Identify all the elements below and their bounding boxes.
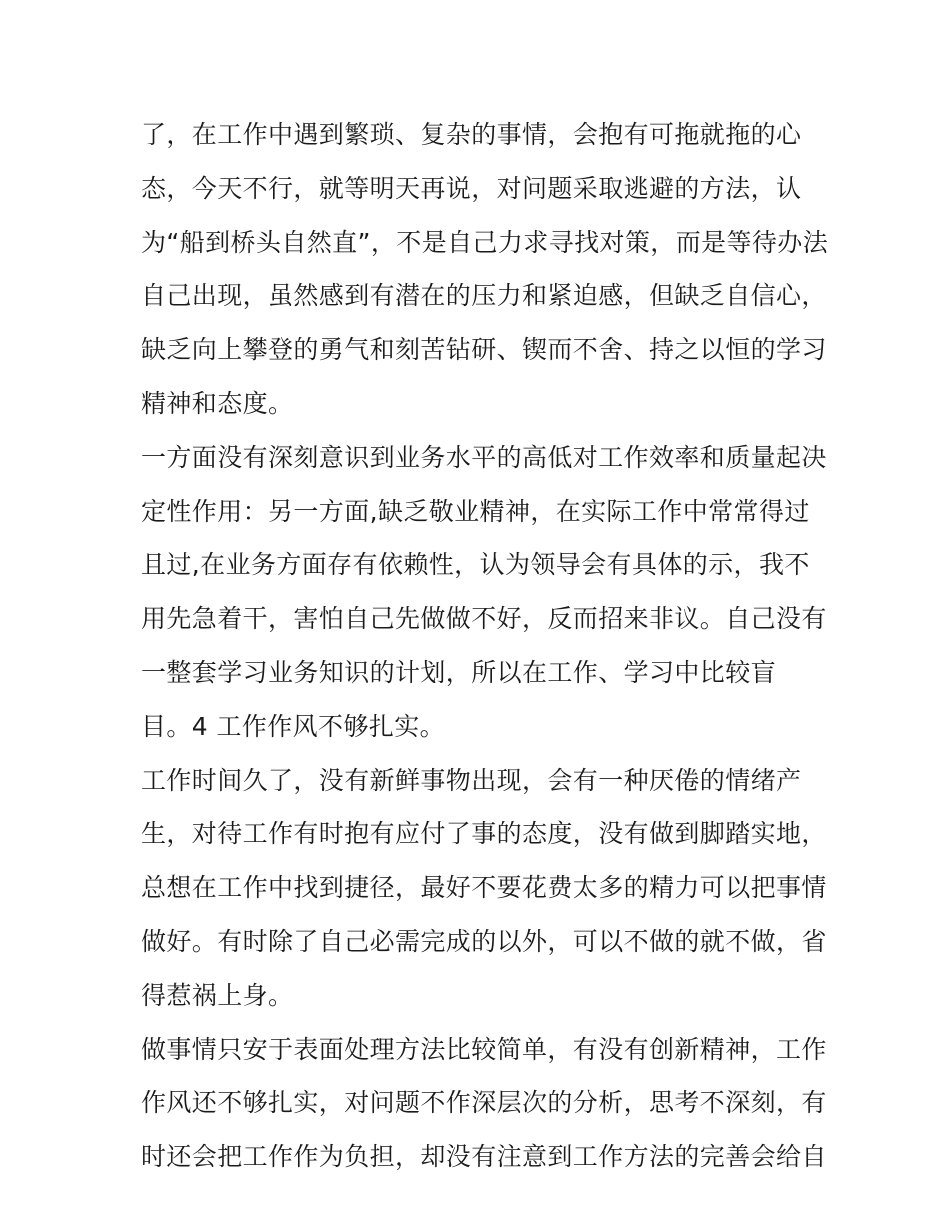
text-line: 做事情只安于表面处理方法比较简单，有没有创新精神，工作 — [141, 1034, 827, 1064]
text-line: 为“船到桥头自然直”，不是自己力求寻找对策，而是等待办法 — [141, 227, 829, 257]
text-line: 自己出现，虽然感到有潜在的压力和紧迫感，但缺乏自信心， — [141, 281, 827, 311]
text-line: 态，今天不行，就等明天再说，对问题采取逃避的方法，认 — [141, 173, 802, 203]
text-line: 精神和态度。 — [141, 388, 294, 418]
text-line: 总想在工作中找到捷径，最好不要花费太多的精力可以把事情 — [141, 873, 827, 903]
text-line: 作风还不够扎实，对问题不作深层次的分析，思考不深刻，有 — [141, 1088, 827, 1118]
text-line: 做好。有时除了自己必需完成的以外，可以不做的就不做，省 — [141, 926, 827, 956]
text-line: 生，对待工作有时抱有应付了事的态度，没有做到脚踏实地， — [141, 819, 827, 849]
text-line: 缺乏向上攀登的勇气和刻苦钻研、锲而不舍、持之以恒的学习 — [141, 335, 827, 365]
text-line: 定性作用：另一方面,缺乏敬业精神，在实际工作中常常得过 — [141, 496, 810, 526]
text-line: 一整套学习业务知识的计划，所以在工作、学习中比较盲 — [141, 657, 777, 687]
text-line: 时还会把工作作为负担，却没有注意到工作方法的完善会给自 — [141, 1142, 827, 1172]
text-line: 得惹祸上身。 — [141, 980, 294, 1010]
text-line: 工作时间久了，没有新鲜事物出现，会有一种厌倦的情绪产 — [141, 765, 802, 795]
text-line: 用先急着干，害怕自己先做做不好，反而招来非议。自己没有 — [141, 604, 827, 634]
text-line: 一方面没有深刻意识到业务水平的高低对工作效率和质量起决 — [141, 442, 827, 472]
text-line: 且过,在业务方面存有依赖性，认为领导会有具体的示，我不 — [141, 550, 810, 580]
text-line: 了，在工作中遇到繁琐、复杂的事情，会抱有可拖就拖的心 — [141, 120, 802, 149]
document-body — [141, 108, 829, 1184]
text-line: 目。4 工作作风不够扎实。 — [141, 711, 446, 741]
